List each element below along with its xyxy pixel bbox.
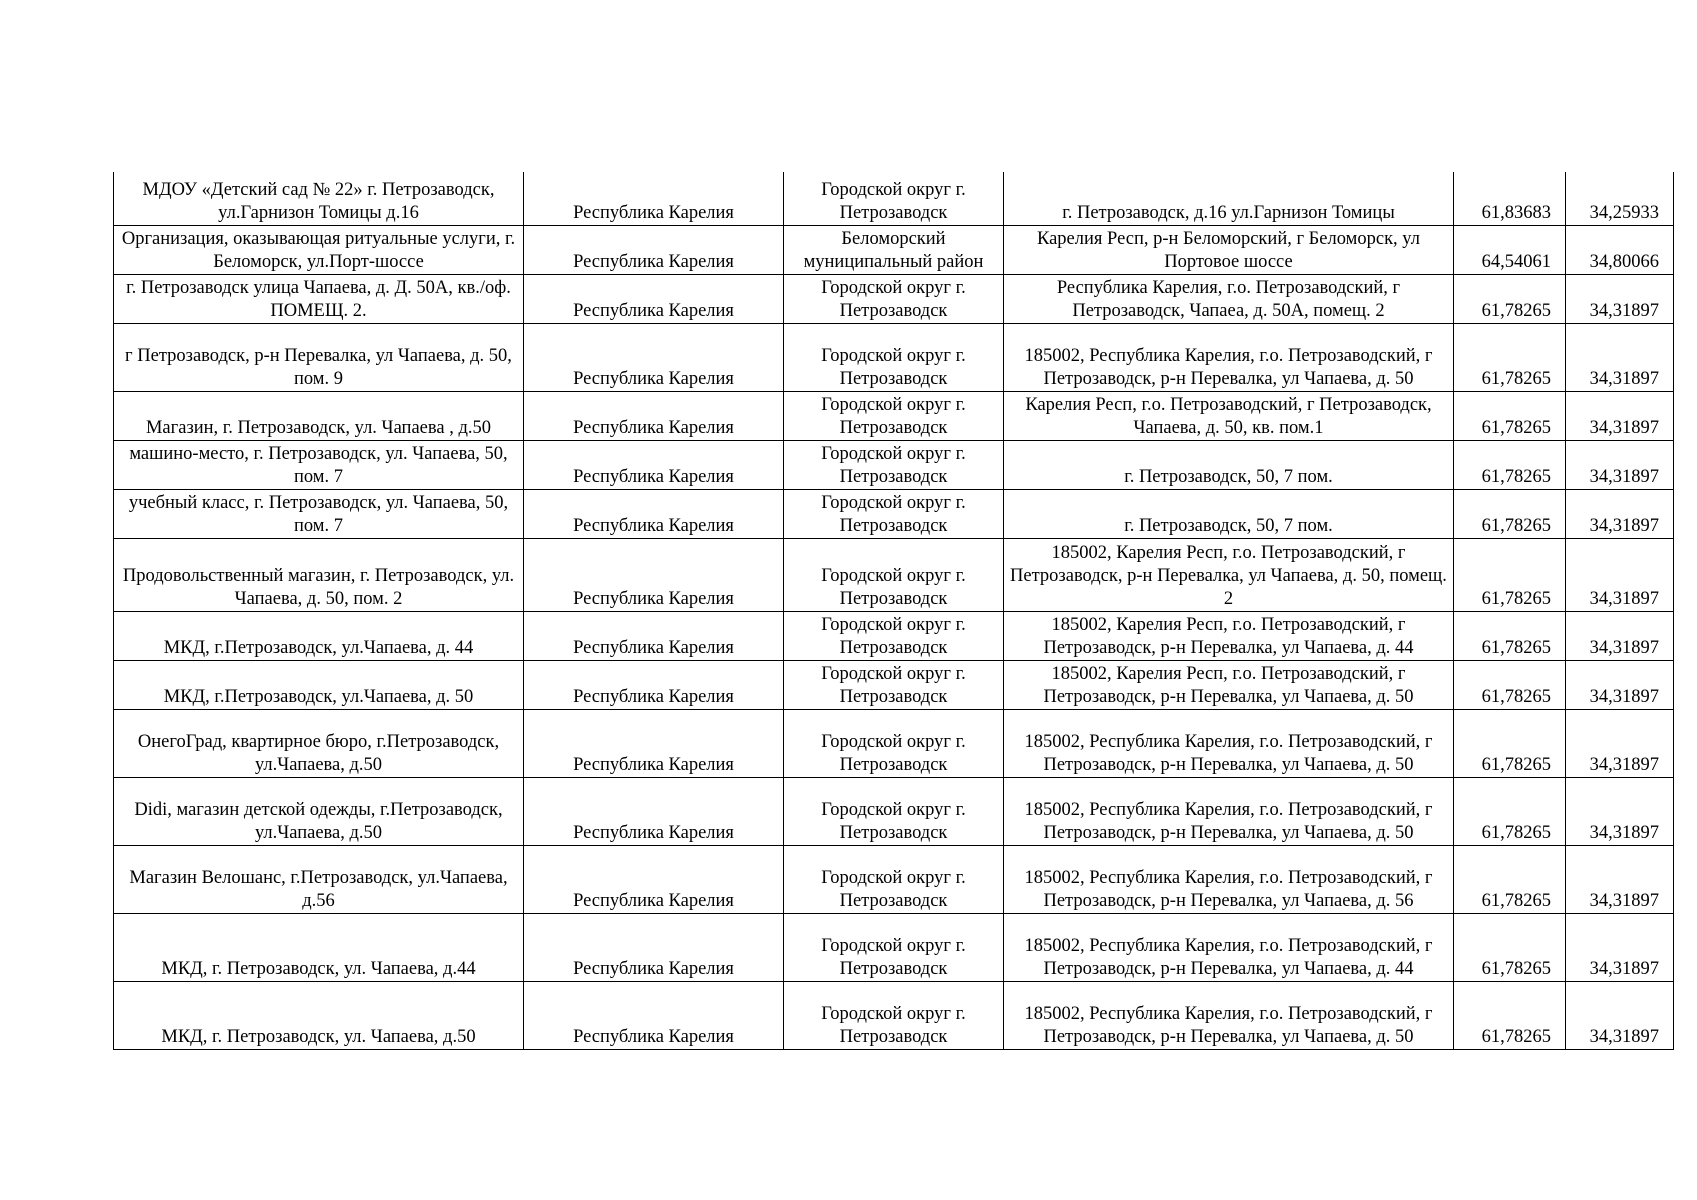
- address-cell: Карелия Респ, г.о. Петрозаводский, г Петрозаводск, Чапаева, д. 50, кв. пом.1: [1004, 391, 1454, 440]
- address-cell: 185002, Карелия Респ, г.о. Петрозаводский, г Петрозаводск, р-н Перевалка, ул Чапаева, д. 50, помещ. 2: [1004, 538, 1454, 611]
- table-row: [114, 709, 1674, 777]
- municipality-cell: Городской округ г. Петрозаводск: [784, 777, 1004, 845]
- longitude-cell: 34,31897: [1566, 709, 1674, 777]
- region-cell: Республика Карелия: [524, 845, 784, 913]
- address-cell: г. Петрозаводск, 50, 7 пом.: [1004, 489, 1454, 538]
- table-row: [114, 777, 1674, 845]
- table-row: [114, 981, 1674, 1049]
- latitude-cell: 61,78265: [1454, 913, 1566, 981]
- table-row: [114, 660, 1674, 709]
- document-table: [113, 172, 1674, 1050]
- address-cell: 185002, Карелия Респ, г.о. Петрозаводский, г Петрозаводск, р-н Перевалка, ул Чапаева, д. 44: [1004, 611, 1454, 660]
- municipality-cell: Городской округ г. Петрозаводск: [784, 845, 1004, 913]
- longitude-cell: 34,31897: [1566, 913, 1674, 981]
- municipality-cell: Городской округ г. Петрозаводск: [784, 981, 1004, 1049]
- municipality-cell: Городской округ г. Петрозаводск: [784, 274, 1004, 323]
- longitude-cell: 34,31897: [1566, 489, 1674, 538]
- table-row: [114, 323, 1674, 391]
- region-cell: Республика Карелия: [524, 611, 784, 660]
- latitude-cell: 61,78265: [1454, 323, 1566, 391]
- object-name-cell: Магазин Велошанс, г.Петрозаводск, ул.Чапаева, д.56: [114, 845, 524, 913]
- address-cell: г. Петрозаводск, д.16 ул.Гарнизон Томицы: [1004, 172, 1454, 225]
- address-cell: Карелия Респ, р-н Беломорский, г Беломорск, ул Портовое шоссе: [1004, 225, 1454, 274]
- longitude-cell: 34,31897: [1566, 538, 1674, 611]
- object-name-cell: учебный класс, г. Петрозаводск, ул. Чапаева, 50, пом. 7: [114, 489, 524, 538]
- object-name-cell: г Петрозаводск, р-н Перевалка, ул Чапаева, д. 50, пом. 9: [114, 323, 524, 391]
- table-row: [114, 538, 1674, 611]
- address-cell: г. Петрозаводск, 50, 7 пом.: [1004, 440, 1454, 489]
- object-name-cell: г. Петрозаводск улица Чапаева, д. Д. 50А, кв./оф. ПОМЕЩ. 2.: [114, 274, 524, 323]
- table-row: [114, 489, 1674, 538]
- municipality-cell: Городской округ г. Петрозаводск: [784, 391, 1004, 440]
- latitude-cell: 61,78265: [1454, 440, 1566, 489]
- address-cell: 185002, Карелия Респ, г.о. Петрозаводский, г Петрозаводск, р-н Перевалка, ул Чапаева, д. 50: [1004, 660, 1454, 709]
- table-row: [114, 611, 1674, 660]
- region-cell: Республика Карелия: [524, 981, 784, 1049]
- longitude-cell: 34,31897: [1566, 777, 1674, 845]
- latitude-cell: 61,78265: [1454, 391, 1566, 440]
- municipality-cell: Беломорский муниципальный район: [784, 225, 1004, 274]
- region-cell: Республика Карелия: [524, 660, 784, 709]
- address-cell: 185002, Республика Карелия, г.о. Петрозаводский, г Петрозаводск, р-н Перевалка, ул Чапаева, д. 50: [1004, 981, 1454, 1049]
- object-name-cell: МКД, г.Петрозаводск, ул.Чапаева, д. 44: [114, 611, 524, 660]
- latitude-cell: 61,78265: [1454, 709, 1566, 777]
- address-cell: 185002, Республика Карелия, г.о. Петрозаводский, г Петрозаводск, р-н Перевалка, ул Чапаева, д. 50: [1004, 709, 1454, 777]
- object-name-cell: Продовольственный магазин, г. Петрозаводск, ул. Чапаева, д. 50, пом. 2: [114, 538, 524, 611]
- table-row: [114, 225, 1674, 274]
- municipality-cell: Городской округ г. Петрозаводск: [784, 538, 1004, 611]
- municipality-cell: Городской округ г. Петрозаводск: [784, 660, 1004, 709]
- address-cell: 185002, Республика Карелия, г.о. Петрозаводский, г Петрозаводск, р-н Перевалка, ул Чапаева, д. 56: [1004, 845, 1454, 913]
- latitude-cell: 61,78265: [1454, 489, 1566, 538]
- latitude-cell: 61,78265: [1454, 538, 1566, 611]
- latitude-cell: 61,78265: [1454, 777, 1566, 845]
- longitude-cell: 34,31897: [1566, 274, 1674, 323]
- address-cell: Республика Карелия, г.о. Петрозаводский, г Петрозаводск, Чапаеа, д. 50А, помещ. 2: [1004, 274, 1454, 323]
- longitude-cell: 34,31897: [1566, 981, 1674, 1049]
- object-name-cell: МКД, г. Петрозаводск, ул. Чапаева, д.50: [114, 981, 524, 1049]
- address-cell: 185002, Республика Карелия, г.о. Петрозаводский, г Петрозаводск, р-н Перевалка, ул Чапаева, д. 50: [1004, 777, 1454, 845]
- region-cell: Республика Карелия: [524, 323, 784, 391]
- longitude-cell: 34,31897: [1566, 611, 1674, 660]
- object-name-cell: машино-место, г. Петрозаводск, ул. Чапаева, 50, пом. 7: [114, 440, 524, 489]
- longitude-cell: 34,31897: [1566, 323, 1674, 391]
- table-body: [114, 172, 1674, 1049]
- region-cell: Республика Карелия: [524, 913, 784, 981]
- municipality-cell: Городской округ г. Петрозаводск: [784, 323, 1004, 391]
- latitude-cell: 61,78265: [1454, 660, 1566, 709]
- region-cell: Республика Карелия: [524, 391, 784, 440]
- region-cell: Республика Карелия: [524, 440, 784, 489]
- object-name-cell: Didi, магазин детской одежды, г.Петрозаводск, ул.Чапаева, д.50: [114, 777, 524, 845]
- region-cell: Республика Карелия: [524, 172, 784, 225]
- table-row: [114, 274, 1674, 323]
- object-name-cell: МКД, г. Петрозаводск, ул. Чапаева, д.44: [114, 913, 524, 981]
- table-row: [114, 845, 1674, 913]
- region-cell: Республика Карелия: [524, 777, 784, 845]
- longitude-cell: 34,31897: [1566, 660, 1674, 709]
- object-name-cell: Магазин, г. Петрозаводск, ул. Чапаева , д.50: [114, 391, 524, 440]
- latitude-cell: 61,78265: [1454, 611, 1566, 660]
- latitude-cell: 61,78265: [1454, 274, 1566, 323]
- object-name-cell: ОнегоГрад, квартирное бюро, г.Петрозаводск, ул.Чапаева, д.50: [114, 709, 524, 777]
- municipality-cell: Городской округ г. Петрозаводск: [784, 440, 1004, 489]
- region-cell: Республика Карелия: [524, 538, 784, 611]
- table-row: [114, 440, 1674, 489]
- longitude-cell: 34,31897: [1566, 391, 1674, 440]
- municipality-cell: Городской округ г. Петрозаводск: [784, 172, 1004, 225]
- region-cell: Республика Карелия: [524, 489, 784, 538]
- table-row: [114, 913, 1674, 981]
- region-cell: Республика Карелия: [524, 709, 784, 777]
- latitude-cell: 64,54061: [1454, 225, 1566, 274]
- address-cell: 185002, Республика Карелия, г.о. Петрозаводский, г Петрозаводск, р-н Перевалка, ул Чапаева, д. 44: [1004, 913, 1454, 981]
- longitude-cell: 34,80066: [1566, 225, 1674, 274]
- table-row: [114, 391, 1674, 440]
- object-name-cell: МДОУ «Детский сад № 22» г. Петрозаводск, ул.Гарнизон Томицы д.16: [114, 172, 524, 225]
- latitude-cell: 61,78265: [1454, 981, 1566, 1049]
- municipality-cell: Городской округ г. Петрозаводск: [784, 611, 1004, 660]
- longitude-cell: 34,25933: [1566, 172, 1674, 225]
- latitude-cell: 61,78265: [1454, 845, 1566, 913]
- object-name-cell: МКД, г.Петрозаводск, ул.Чапаева, д. 50: [114, 660, 524, 709]
- region-cell: Республика Карелия: [524, 274, 784, 323]
- municipality-cell: Городской округ г. Петрозаводск: [784, 709, 1004, 777]
- latitude-cell: 61,83683: [1454, 172, 1566, 225]
- longitude-cell: 34,31897: [1566, 845, 1674, 913]
- table-row: [114, 172, 1674, 225]
- municipality-cell: Городской округ г. Петрозаводск: [784, 913, 1004, 981]
- municipality-cell: Городской округ г. Петрозаводск: [784, 489, 1004, 538]
- object-name-cell: Организация, оказывающая ритуальные услуги, г. Беломорск, ул.Порт-шоссе: [114, 225, 524, 274]
- region-cell: Республика Карелия: [524, 225, 784, 274]
- longitude-cell: 34,31897: [1566, 440, 1674, 489]
- address-cell: 185002, Республика Карелия, г.о. Петрозаводский, г Петрозаводск, р-н Перевалка, ул Чапаева, д. 50: [1004, 323, 1454, 391]
